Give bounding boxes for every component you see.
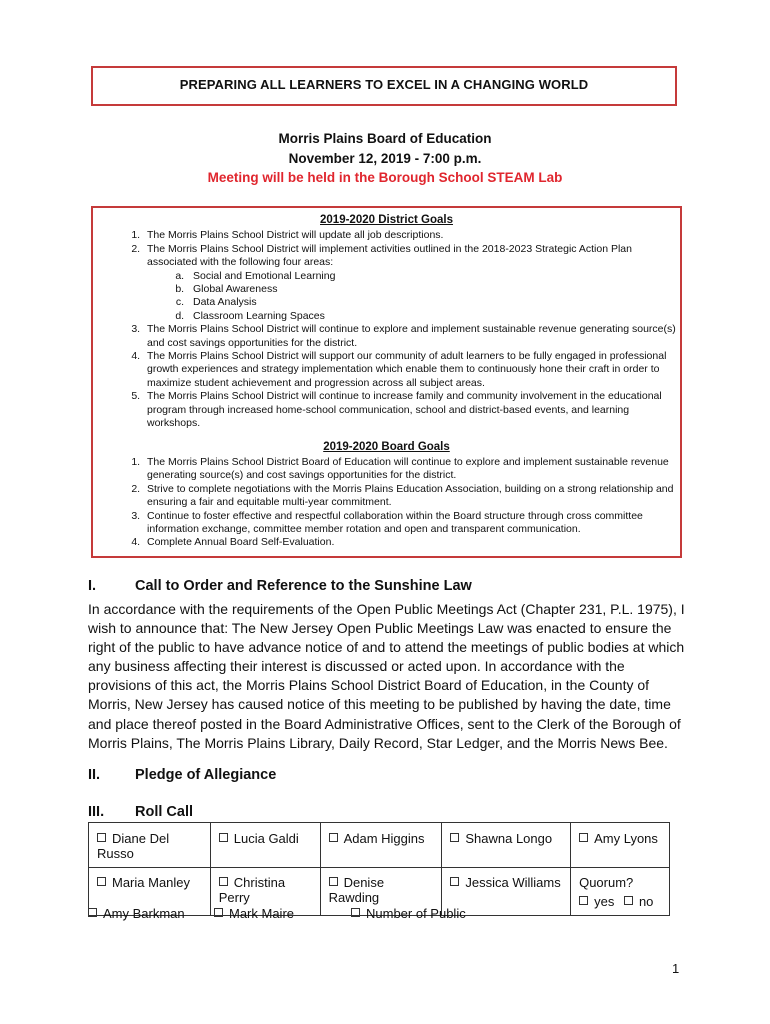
extra-roll-item[interactable] [214, 906, 294, 921]
member-name: Amy Lyons [594, 831, 658, 846]
page-number: 1 [672, 961, 680, 976]
list-item: 2. Strive to complete negotiations with the Morris Plains Education Association, building on a strong relationship and ensuring a fair and equitable multi-year commitment. [143, 483, 680, 510]
quorum-no-label: no [638, 894, 654, 909]
section-title: Pledge of Allegiance [135, 767, 277, 783]
list-item: 5. The Morris Plains School District will continue to increase family and community involvement in the educational program through increased home-school communication, school and district-based events, and learning workshops. [143, 390, 680, 430]
section-number: I. [88, 578, 97, 594]
list-item-text: The Morris Plains School District will implement activities outlined in the 2018-2023 Strategic Action Plan associated with the following four areas: [147, 242, 632, 269]
quorum-yes-label: yes [594, 894, 615, 909]
quorum-options [579, 894, 663, 909]
roll-call-cell[interactable] [320, 823, 442, 868]
district-goals-title: 2019-2020 District Goals [320, 214, 453, 226]
section-title: Call to Order and Reference to the Sunshine Law [135, 578, 472, 594]
list-item: 3. The Morris Plains School District will continue to explore and implement sustainable revenue generating source(s) and cost savings opportunities for the district. [143, 323, 680, 350]
roll-call-cell[interactable] [442, 823, 571, 868]
list-item: d. Classroom Learning Spaces [187, 310, 680, 323]
roll-call-cell[interactable] [89, 823, 211, 868]
checkbox-icon[interactable] [579, 833, 588, 842]
mission-banner: PREPARING ALL LEARNERS TO EXCEL IN A CHANGING WORLD [91, 66, 677, 106]
section-number: III. [88, 804, 105, 820]
checkbox-icon[interactable] [329, 877, 338, 886]
section-number: II. [88, 767, 101, 783]
checkbox-icon[interactable] [97, 877, 106, 886]
district-goal-areas [147, 270, 680, 324]
checkbox-icon[interactable] [219, 833, 228, 842]
list-item: b. Global Awareness [187, 283, 680, 296]
member-name: Mark Maire [229, 906, 295, 921]
goals-box [91, 206, 682, 558]
quorum-cell [571, 868, 670, 916]
checkbox-icon[interactable] [214, 908, 223, 917]
member-name: Adam Higgins [343, 831, 425, 846]
board-goals-list [93, 456, 680, 550]
meeting-location: Meeting will be held in the Borough School STEAM Lab [207, 170, 563, 185]
checkbox-icon[interactable] [450, 833, 459, 842]
section-heading-roll-call [88, 804, 193, 820]
list-item: 3. Continue to foster effective and respectful collaboration within the Board structure through cross committee information exchange, committee member rotation and open and transparent communication. [143, 510, 680, 537]
list-item: c. Data Analysis [187, 296, 680, 309]
sunshine-law-statement: In accordance with the requirements of the Open Public Meetings Act (Chapter 231, P.L. 1975), I wish to announce that: The New Jersey Open Public Meetings Law was enacted to ensure the right of the public to have advance notice of and to attend the meetings of public bodies at which any business affecting their interest is discussed or acted upon. In accordance with the provisions of this act, the Morris Plains School District Board of Education, in the County of Morris, New Jersey has caused notice of this meeting to be published by having the date, time and place thereof posted in the Board Administrative Offices, sent to the Clerk of the Borough of Morris Plains, The Morris Plains Library, Daily Record, Star Ledger, and the Morris News Bee. [88, 601, 685, 751]
roll-call-table [88, 822, 670, 916]
list-item: 4. Complete Annual Board Self-Evaluation. [143, 536, 680, 549]
section-title: Roll Call [135, 804, 194, 820]
quorum-label: Quorum? [579, 875, 634, 890]
checkbox-icon[interactable] [329, 833, 338, 842]
member-name: Denise Rawding [328, 875, 385, 905]
list-item: 4. The Morris Plains School District will support our community of adult learners to be fully engaged in professional growth experiences and strategy implementation which enable them to continuously hone their craft in order to maximize student achievement and progression across all subject areas. [143, 350, 680, 390]
public-count-label: Number of Public [366, 906, 466, 921]
list-item: 1. The Morris Plains School District Board of Education will continue to explore and implement sustainable revenue generating source(s) and cost savings opportunities for the district. [143, 456, 680, 483]
checkbox-icon[interactable] [219, 877, 228, 886]
section-heading-pledge [88, 767, 276, 783]
checkbox-icon[interactable] [88, 908, 97, 917]
extra-roll-item[interactable] [351, 906, 466, 921]
member-name: Diane Del Russo [97, 831, 170, 861]
list-item: a. Social and Emotional Learning [187, 270, 680, 283]
meeting-date: November 12, 2019 - 7:00 p.m. [288, 151, 482, 166]
checkbox-icon[interactable] [579, 896, 588, 905]
district-goals-list [93, 229, 680, 430]
member-name: Amy Barkman [103, 906, 185, 921]
board-goals-title: 2019-2020 Board Goals [323, 440, 450, 453]
extra-roll-item[interactable] [88, 906, 185, 921]
member-name: Jessica Williams [465, 875, 561, 890]
checkbox-icon[interactable] [351, 908, 360, 917]
checkbox-icon[interactable] [624, 896, 633, 905]
section-heading-call-to-order [88, 578, 472, 594]
checkbox-icon[interactable] [450, 877, 459, 886]
member-name: Shawna Longo [465, 831, 553, 846]
checkbox-icon[interactable] [97, 833, 106, 842]
roll-call-cell[interactable] [210, 823, 320, 868]
table-row [89, 823, 670, 868]
roll-call-cell[interactable] [571, 823, 670, 868]
member-name: Christina Perry [218, 875, 286, 905]
list-item: 1. The Morris Plains School District will update all job descriptions. [143, 229, 680, 242]
org-title: Morris Plains Board of Education [278, 131, 492, 146]
list-item [143, 243, 680, 323]
member-name: Maria Manley [112, 875, 191, 890]
member-name: Lucia Galdi [233, 831, 299, 846]
